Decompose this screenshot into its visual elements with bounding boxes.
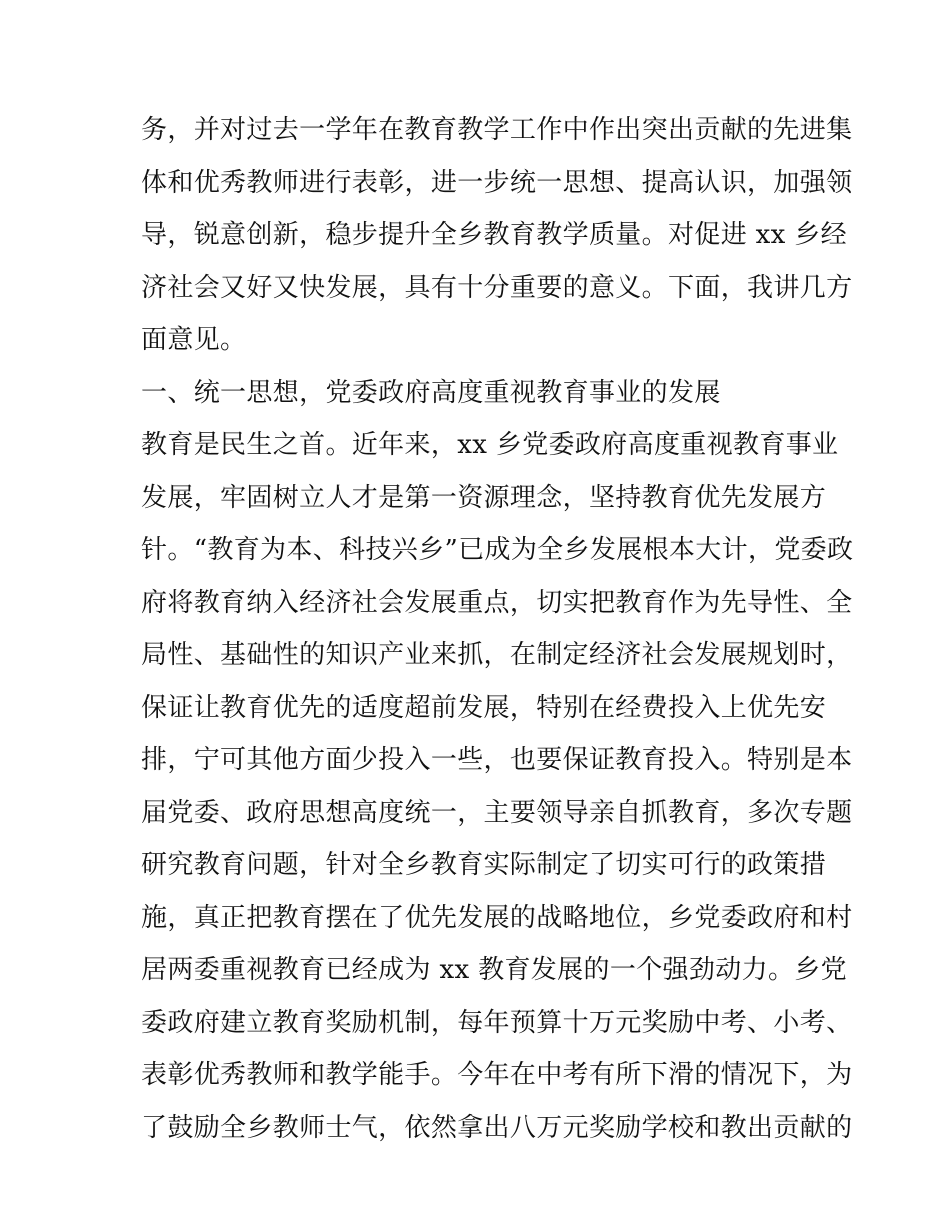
text-line: 导，锐意创新，稳步提升全乡教育教学质量。对促进 xx 乡经 (141, 220, 848, 250)
text-line: 体和优秀教师进行表彰，进一步统一思想、提高认识，加强领 (141, 167, 853, 198)
text-line: 施，真正把教育摆在了优先发展的战略地位，乡党委政府和村 (141, 902, 853, 933)
text-line: 面意见。 (141, 325, 247, 355)
section-heading: 一、统一思想，党委政府高度重视教育事业的发展 (141, 377, 721, 408)
text-line: 局性、基础性的知识产业来抓，在制定经济社会发展规划时， (141, 640, 853, 670)
text-line: 居两委重视教育已经成为 xx 教育发展的一个强劲动力。乡党 (141, 955, 848, 985)
text-line: 教育是民生之首。近年来，xx 乡党委政府高度重视教育事业 (141, 430, 839, 460)
text-line: 务，并对过去一学年在教育教学工作中作出突出贡献的先进集 (141, 115, 853, 145)
text-line: 针。“教育为本、科技兴乡”已成为全乡发展根本大计，党委政 (141, 535, 854, 565)
text-line: 排，宁可其他方面少投入一些，也要保证教育投入。特别是本 (141, 745, 853, 775)
text-line: 济社会又好又快发展，具有十分重要的意义。下面，我讲几方 (141, 272, 853, 303)
text-line: 委政府建立教育奖励机制，每年预算十万元奖励中考、小考、 (141, 1007, 853, 1038)
body-text (141, 104, 854, 1154)
text-line: 表彰优秀教师和教学能手。今年在中考有所下滑的情况下，为 (141, 1060, 853, 1090)
text-line: 府将教育纳入经济社会发展重点，切实把教育作为先导性、全 (141, 587, 853, 618)
text-line: 届党委、政府思想高度统一，主要领导亲自抓教育，多次专题 (141, 797, 853, 828)
text-line: 保证让教育优先的适度超前发展，特别在经费投入上优先安 (141, 692, 827, 723)
text-line: 研究教育问题，针对全乡教育实际制定了切实可行的政策措 (141, 850, 827, 880)
text-line: 了鼓励全乡教师士气，依然拿出八万元奖励学校和教出贡献的 (141, 1112, 853, 1143)
text-line: 发展，牢固树立人才是第一资源理念，坚持教育优先发展方 (141, 482, 827, 513)
